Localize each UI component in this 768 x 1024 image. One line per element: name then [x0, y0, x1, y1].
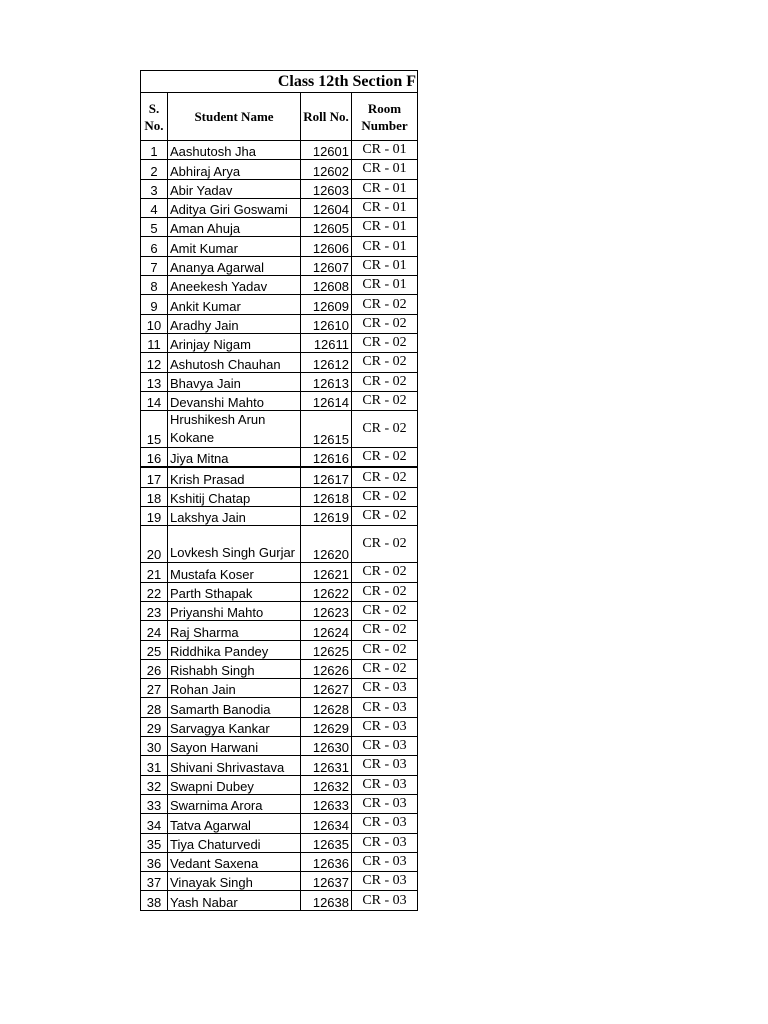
- header-roll-no: Roll No.: [301, 93, 352, 141]
- cell-sno: 18: [141, 487, 168, 506]
- table-row: [141, 621, 418, 640]
- cell-room-number: CR - 02: [352, 391, 418, 410]
- table-row: [141, 391, 418, 410]
- cell-room-number: CR - 01: [352, 218, 418, 237]
- cell-room-number: CR - 03: [352, 794, 418, 813]
- cell-room-number: CR - 02: [352, 526, 418, 563]
- table-row: [141, 353, 418, 372]
- cell-student-name: Aashutosh Jha: [168, 141, 301, 160]
- cell-roll-no: 12617: [301, 467, 352, 487]
- cell-roll-no: 12627: [301, 679, 352, 698]
- table-row: [141, 411, 418, 448]
- cell-roll-no: 12616: [301, 448, 352, 468]
- cell-sno: 36: [141, 852, 168, 871]
- table-row: [141, 872, 418, 891]
- cell-roll-no: 12613: [301, 372, 352, 391]
- table-row: [141, 198, 418, 217]
- cell-student-name: Ashutosh Chauhan: [168, 353, 301, 372]
- cell-room-number: CR - 03: [352, 717, 418, 736]
- cell-sno: 28: [141, 698, 168, 717]
- cell-student-name: Shivani Shrivastava: [168, 756, 301, 775]
- cell-roll-no: 12608: [301, 276, 352, 295]
- table-row: [141, 467, 418, 487]
- cell-sno: 20: [141, 526, 168, 563]
- table-body: [141, 141, 418, 911]
- cell-roll-no: 12636: [301, 852, 352, 871]
- cell-roll-no: 12615: [301, 411, 352, 448]
- cell-roll-no: 12628: [301, 698, 352, 717]
- cell-student-name: Yash Nabar: [168, 891, 301, 910]
- cell-roll-no: 12620: [301, 526, 352, 563]
- cell-sno: 12: [141, 353, 168, 372]
- table-row: [141, 276, 418, 295]
- table-row: [141, 487, 418, 506]
- cell-student-name: Priyanshi Mahto: [168, 601, 301, 620]
- cell-sno: 29: [141, 717, 168, 736]
- cell-sno: 26: [141, 659, 168, 678]
- cell-student-name: Sayon Harwani: [168, 737, 301, 756]
- cell-student-name: Riddhika Pandey: [168, 640, 301, 659]
- cell-room-number: CR - 03: [352, 737, 418, 756]
- table-row: [141, 160, 418, 179]
- cell-roll-no: 12614: [301, 391, 352, 410]
- cell-student-name: Krish Prasad: [168, 467, 301, 487]
- cell-roll-no: 12625: [301, 640, 352, 659]
- cell-roll-no: 12630: [301, 737, 352, 756]
- cell-room-number: CR - 03: [352, 891, 418, 910]
- cell-sno: 14: [141, 391, 168, 410]
- cell-roll-no: 12606: [301, 237, 352, 256]
- cell-roll-no: 12605: [301, 218, 352, 237]
- cell-room-number: CR - 01: [352, 237, 418, 256]
- cell-sno: 21: [141, 563, 168, 582]
- table-row: [141, 640, 418, 659]
- table-row: [141, 372, 418, 391]
- cell-roll-no: 12611: [301, 333, 352, 352]
- table-row: [141, 179, 418, 198]
- cell-room-number: CR - 02: [352, 295, 418, 314]
- cell-sno: 37: [141, 872, 168, 891]
- cell-student-name: Aman Ahuja: [168, 218, 301, 237]
- cell-sno: 1: [141, 141, 168, 160]
- cell-sno: 35: [141, 833, 168, 852]
- cell-student-name: Kshitij Chatap: [168, 487, 301, 506]
- cell-sno: 4: [141, 198, 168, 217]
- cell-roll-no: 12635: [301, 833, 352, 852]
- cell-roll-no: 12634: [301, 814, 352, 833]
- cell-sno: 7: [141, 256, 168, 275]
- cell-student-name: Tiya Chaturvedi: [168, 833, 301, 852]
- cell-room-number: CR - 01: [352, 160, 418, 179]
- cell-sno: 30: [141, 737, 168, 756]
- cell-room-number: CR - 03: [352, 833, 418, 852]
- cell-room-number: CR - 02: [352, 487, 418, 506]
- cell-room-number: CR - 02: [352, 640, 418, 659]
- table-row: [141, 601, 418, 620]
- header-sno: S. No.: [141, 93, 168, 141]
- table-row: [141, 526, 418, 563]
- cell-room-number: CR - 02: [352, 659, 418, 678]
- cell-student-name: Aditya Giri Goswami: [168, 198, 301, 217]
- cell-room-number: CR - 03: [352, 698, 418, 717]
- table-row: [141, 295, 418, 314]
- cell-sno: 16: [141, 448, 168, 468]
- cell-sno: 9: [141, 295, 168, 314]
- cell-room-number: CR - 03: [352, 756, 418, 775]
- table-row: [141, 448, 418, 468]
- cell-room-number: CR - 02: [352, 353, 418, 372]
- cell-room-number: CR - 03: [352, 814, 418, 833]
- cell-roll-no: 12638: [301, 891, 352, 910]
- cell-sno: 8: [141, 276, 168, 295]
- cell-student-name: Arinjay Nigam: [168, 333, 301, 352]
- cell-roll-no: 12618: [301, 487, 352, 506]
- cell-student-name: Vinayak Singh: [168, 872, 301, 891]
- cell-sno: 10: [141, 314, 168, 333]
- cell-roll-no: 12623: [301, 601, 352, 620]
- cell-student-name: Rohan Jain: [168, 679, 301, 698]
- table-row: [141, 698, 418, 717]
- cell-sno: 38: [141, 891, 168, 910]
- cell-room-number: CR - 02: [352, 467, 418, 487]
- cell-sno: 24: [141, 621, 168, 640]
- table-row: [141, 314, 418, 333]
- table-row: [141, 775, 418, 794]
- table-row: [141, 814, 418, 833]
- cell-room-number: CR - 01: [352, 179, 418, 198]
- cell-roll-no: 12637: [301, 872, 352, 891]
- table-row: [141, 563, 418, 582]
- cell-room-number: CR - 03: [352, 679, 418, 698]
- cell-room-number: CR - 02: [352, 333, 418, 352]
- cell-student-name: Lakshya Jain: [168, 507, 301, 526]
- table-row: [141, 852, 418, 871]
- cell-roll-no: 12610: [301, 314, 352, 333]
- cell-room-number: CR - 01: [352, 141, 418, 160]
- table-row: [141, 659, 418, 678]
- cell-roll-no: 12619: [301, 507, 352, 526]
- cell-student-name: Abhiraj Arya: [168, 160, 301, 179]
- student-table: [140, 70, 418, 911]
- table-row: [141, 833, 418, 852]
- cell-room-number: CR - 02: [352, 411, 418, 448]
- cell-student-name: Devanshi Mahto: [168, 391, 301, 410]
- header-room-number: Room Number: [352, 93, 418, 141]
- cell-room-number: CR - 01: [352, 276, 418, 295]
- cell-room-number: CR - 01: [352, 198, 418, 217]
- table-row: [141, 756, 418, 775]
- cell-sno: 33: [141, 794, 168, 813]
- cell-roll-no: 12622: [301, 582, 352, 601]
- cell-roll-no: 12621: [301, 563, 352, 582]
- cell-sno: 19: [141, 507, 168, 526]
- cell-room-number: CR - 02: [352, 582, 418, 601]
- cell-room-number: CR - 01: [352, 256, 418, 275]
- cell-room-number: CR - 03: [352, 775, 418, 794]
- cell-roll-no: 12602: [301, 160, 352, 179]
- cell-room-number: CR - 02: [352, 507, 418, 526]
- table-row: [141, 794, 418, 813]
- cell-student-name: Hrushikesh Arun Kokane: [168, 411, 301, 448]
- cell-student-name: Parth Sthapak: [168, 582, 301, 601]
- cell-roll-no: 12601: [301, 141, 352, 160]
- table-row: [141, 141, 418, 160]
- cell-student-name: Raj Sharma: [168, 621, 301, 640]
- cell-sno: 27: [141, 679, 168, 698]
- cell-student-name: Lovkesh Singh Gurjar: [168, 526, 301, 563]
- cell-student-name: Sarvagya Kankar: [168, 717, 301, 736]
- table-row: [141, 256, 418, 275]
- cell-student-name: Mustafa Koser: [168, 563, 301, 582]
- cell-room-number: CR - 02: [352, 314, 418, 333]
- cell-student-name: Amit Kumar: [168, 237, 301, 256]
- class-list-sheet: [140, 70, 417, 911]
- cell-sno: 5: [141, 218, 168, 237]
- cell-student-name: Abir Yadav: [168, 179, 301, 198]
- cell-roll-no: 12632: [301, 775, 352, 794]
- table-row: [141, 218, 418, 237]
- cell-roll-no: 12607: [301, 256, 352, 275]
- cell-student-name: Ankit Kumar: [168, 295, 301, 314]
- cell-sno: 17: [141, 467, 168, 487]
- cell-sno: 22: [141, 582, 168, 601]
- table-row: [141, 237, 418, 256]
- header-student-name: Student Name: [168, 93, 301, 141]
- cell-student-name: Tatva Agarwal: [168, 814, 301, 833]
- table-row: [141, 679, 418, 698]
- cell-sno: 23: [141, 601, 168, 620]
- cell-roll-no: 12603: [301, 179, 352, 198]
- table-row: [141, 717, 418, 736]
- cell-sno: 34: [141, 814, 168, 833]
- cell-sno: 15: [141, 411, 168, 448]
- cell-student-name: Swarnima Arora: [168, 794, 301, 813]
- cell-room-number: CR - 03: [352, 872, 418, 891]
- cell-student-name: Ananya Agarwal: [168, 256, 301, 275]
- cell-room-number: CR - 02: [352, 563, 418, 582]
- cell-roll-no: 12612: [301, 353, 352, 372]
- table-row: [141, 737, 418, 756]
- cell-student-name: Bhavya Jain: [168, 372, 301, 391]
- cell-sno: 3: [141, 179, 168, 198]
- table-row: [141, 582, 418, 601]
- cell-roll-no: 12631: [301, 756, 352, 775]
- cell-sno: 13: [141, 372, 168, 391]
- cell-roll-no: 12604: [301, 198, 352, 217]
- cell-room-number: CR - 02: [352, 448, 418, 468]
- cell-sno: 2: [141, 160, 168, 179]
- cell-room-number: CR - 02: [352, 372, 418, 391]
- cell-roll-no: 12626: [301, 659, 352, 678]
- cell-student-name: Aradhy Jain: [168, 314, 301, 333]
- cell-sno: 11: [141, 333, 168, 352]
- cell-student-name: Rishabh Singh: [168, 659, 301, 678]
- cell-student-name: Samarth Banodia: [168, 698, 301, 717]
- cell-sno: 6: [141, 237, 168, 256]
- table-title: Class 12th Section F: [141, 71, 418, 93]
- cell-sno: 31: [141, 756, 168, 775]
- cell-room-number: CR - 02: [352, 621, 418, 640]
- cell-sno: 25: [141, 640, 168, 659]
- cell-roll-no: 12629: [301, 717, 352, 736]
- table-row: [141, 891, 418, 910]
- table-row: [141, 507, 418, 526]
- cell-student-name: Swapni Dubey: [168, 775, 301, 794]
- cell-sno: 32: [141, 775, 168, 794]
- cell-student-name: Aneekesh Yadav: [168, 276, 301, 295]
- cell-roll-no: 12633: [301, 794, 352, 813]
- cell-student-name: Jiya Mitna: [168, 448, 301, 468]
- cell-roll-no: 12624: [301, 621, 352, 640]
- cell-roll-no: 12609: [301, 295, 352, 314]
- cell-room-number: CR - 02: [352, 601, 418, 620]
- table-row: [141, 333, 418, 352]
- cell-room-number: CR - 03: [352, 852, 418, 871]
- cell-student-name: Vedant Saxena: [168, 852, 301, 871]
